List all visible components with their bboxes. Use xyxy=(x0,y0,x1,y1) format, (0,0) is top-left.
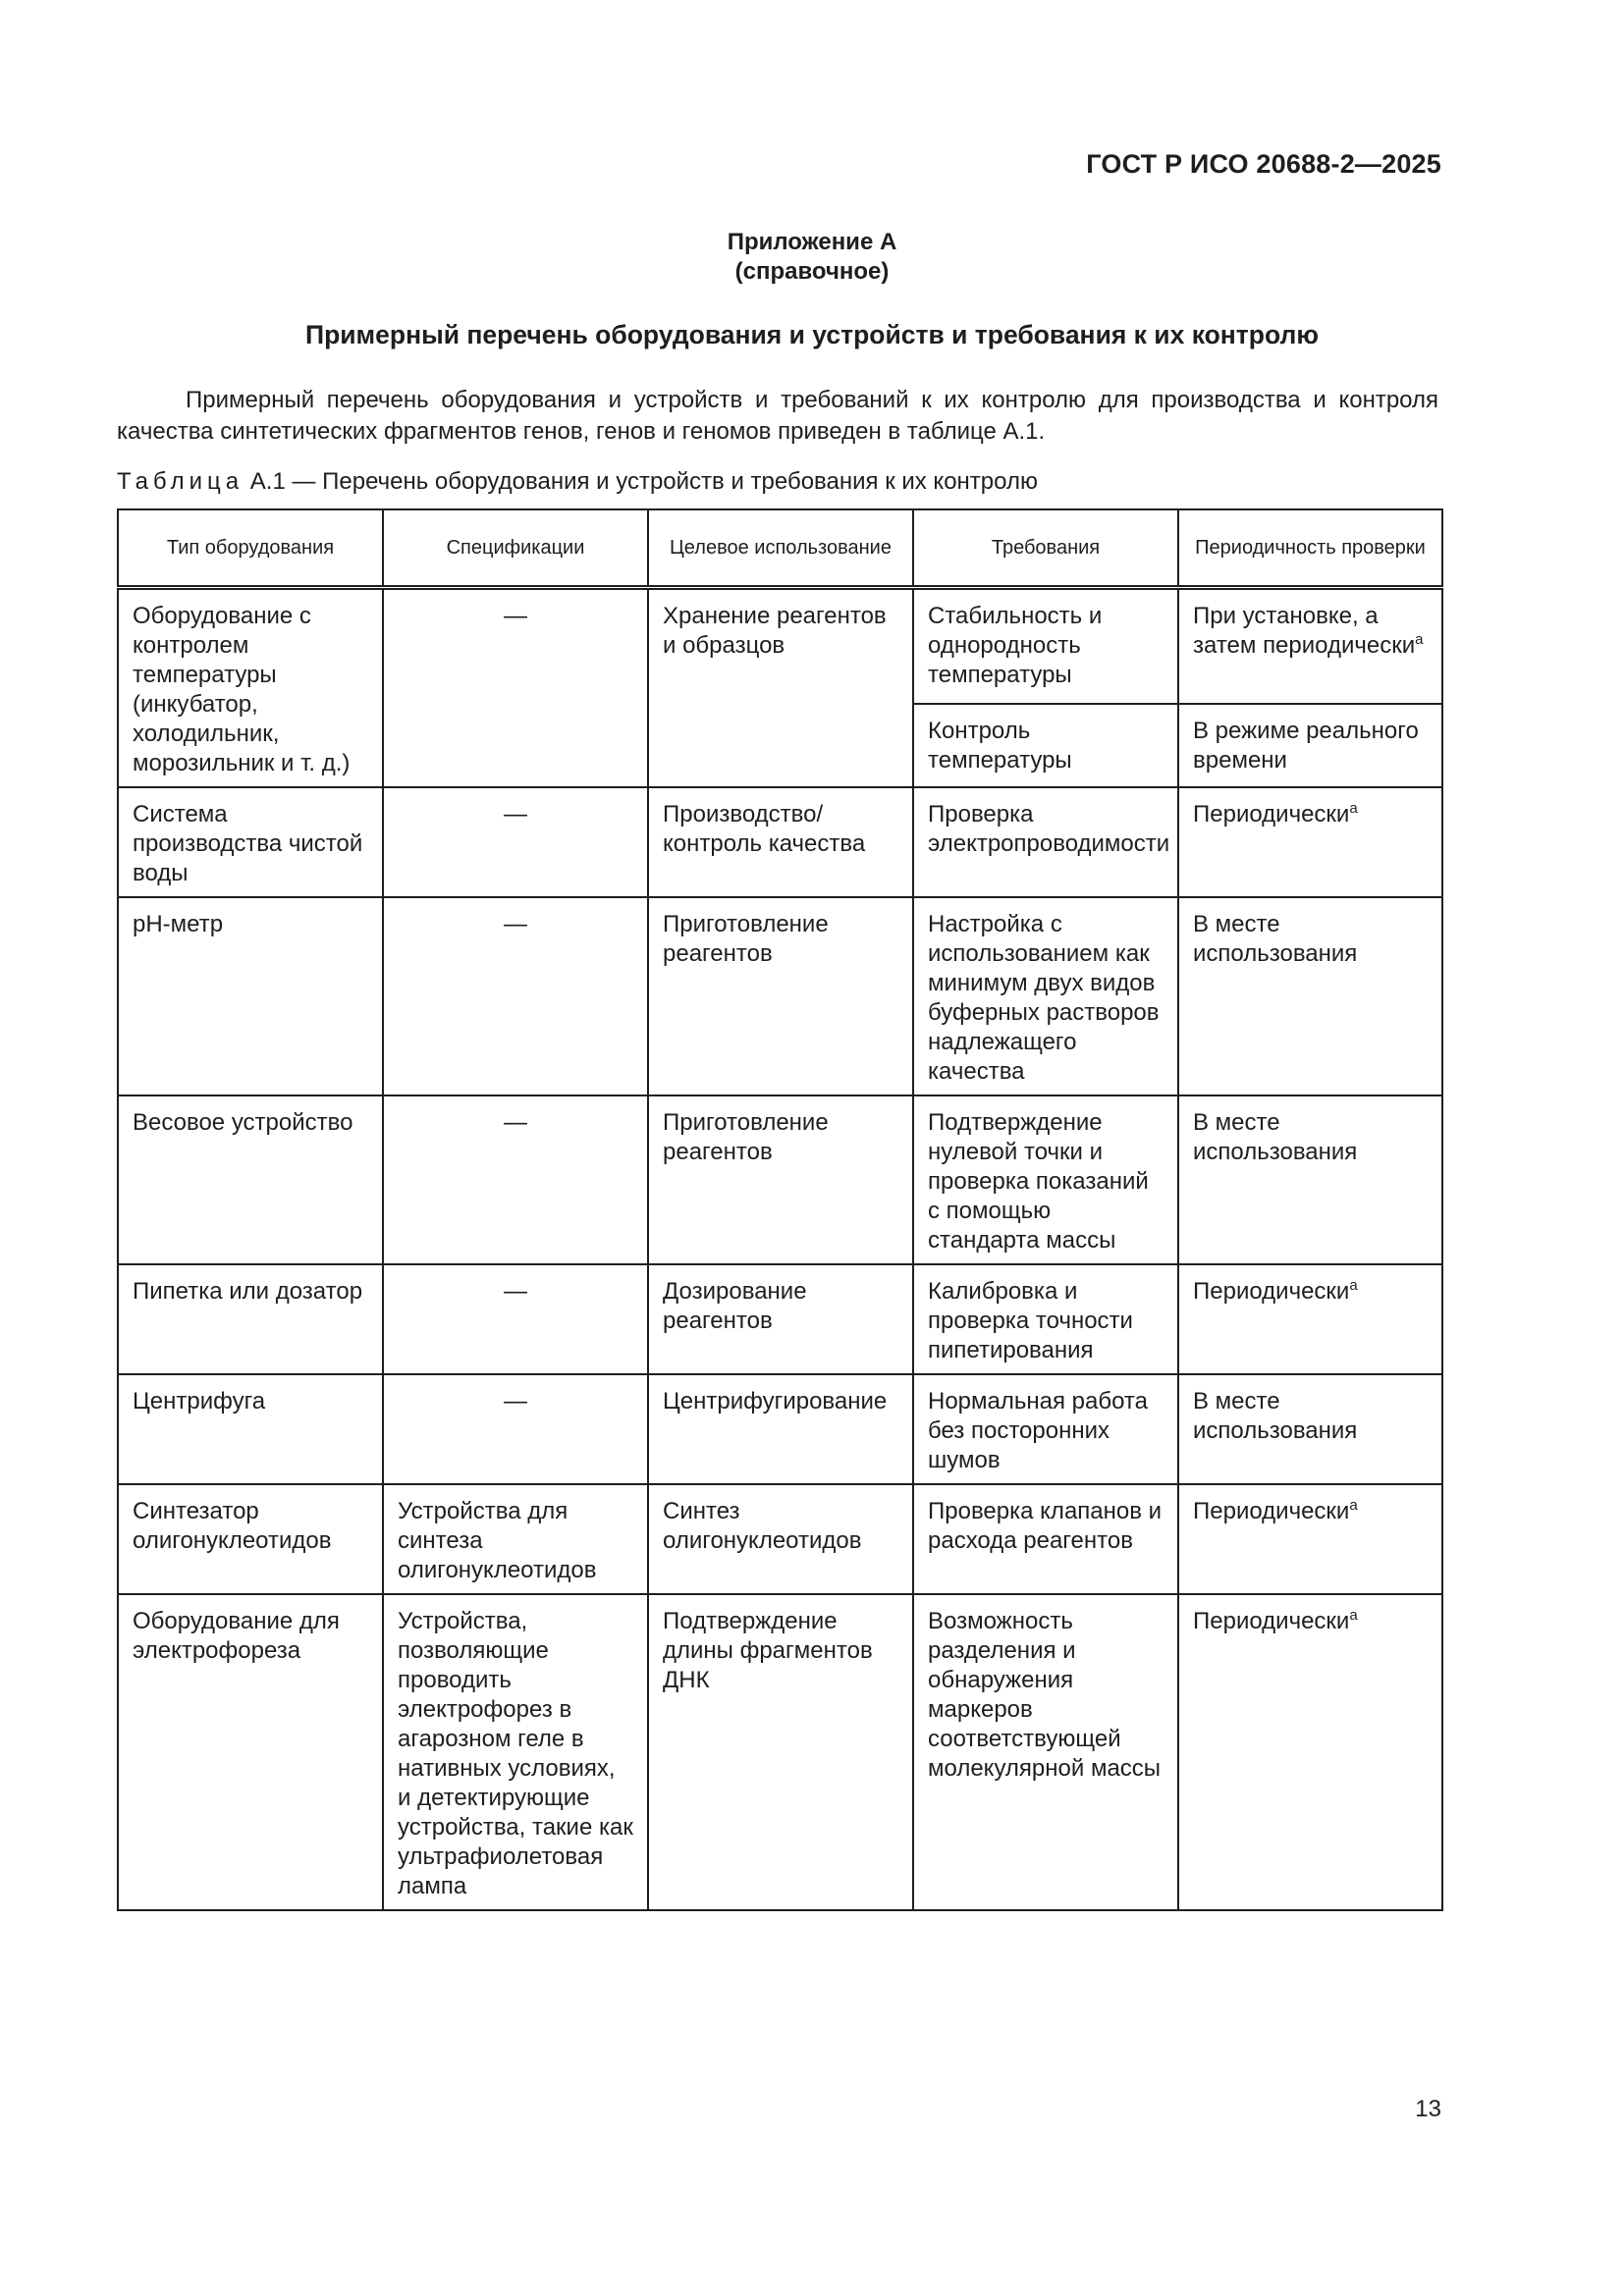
cell-spec: — xyxy=(383,1095,648,1264)
cell-use: Приготовление реагентов xyxy=(648,897,913,1095)
cell-type: Оборудование для электрофореза xyxy=(118,1594,383,1910)
cell-spec: — xyxy=(383,787,648,897)
cell-type: Система производства чистой воды xyxy=(118,787,383,897)
cell-period xyxy=(1178,1594,1442,1910)
period-text: Периодически xyxy=(1193,1498,1350,1524)
equipment-table xyxy=(117,508,1443,1911)
cell-period xyxy=(1178,787,1442,897)
cell-type: Центрифуга xyxy=(118,1374,383,1484)
period-text: Периодически xyxy=(1193,1278,1350,1305)
annex-title: Приложение А xyxy=(727,229,897,255)
table-caption-text: А.1 — Перечень оборудования и устройств и требования к их контролю xyxy=(249,468,1038,495)
table-row xyxy=(118,787,1442,897)
intro-paragraph xyxy=(117,385,1438,448)
table-row xyxy=(118,1264,1442,1374)
table-caption-label: Таблица xyxy=(117,468,244,495)
cell-use: Дозирование реагентов xyxy=(648,1264,913,1374)
cell-use: Хранение реагентов и образцов xyxy=(648,588,913,788)
cell-period: В месте использования xyxy=(1178,1095,1442,1264)
page-number: 13 xyxy=(1415,2096,1441,2122)
cell-spec: — xyxy=(383,1374,648,1484)
column-header: Периодичность проверки xyxy=(1178,509,1442,588)
annex-header xyxy=(0,228,1624,287)
cell-requirement: Стабильность и однородность температуры xyxy=(913,588,1178,704)
cell-type: Весовое устройство xyxy=(118,1095,383,1264)
annex-type: (справочное) xyxy=(734,258,890,285)
cell-use: Подтверждение длины фрагментов ДНК xyxy=(648,1594,913,1910)
column-header: Спецификации xyxy=(383,509,648,588)
cell-spec: — xyxy=(383,1264,648,1374)
cell-period: В месте использования xyxy=(1178,897,1442,1095)
footnote-mark: a xyxy=(1349,1277,1358,1294)
cell-type: Оборудование с контролем температуры (инкубатор, холодильник, морозильник и т. д.) xyxy=(118,588,383,788)
cell-type: Синтезатор олигонуклеотидов xyxy=(118,1484,383,1594)
period-text: При установке, а затем периодически xyxy=(1193,603,1416,659)
cell-requirement: Нормальная работа без посторонних шумов xyxy=(913,1374,1178,1484)
period-text: Периодически xyxy=(1193,801,1350,828)
column-header: Требования xyxy=(913,509,1178,588)
table-row xyxy=(118,1484,1442,1594)
cell-period xyxy=(1178,1484,1442,1594)
column-header: Целевое использование xyxy=(648,509,913,588)
cell-use: Приготовление реагентов xyxy=(648,1095,913,1264)
cell-requirement: Калибровка и проверка точности пипетирования xyxy=(913,1264,1178,1374)
table-row xyxy=(118,1374,1442,1484)
cell-requirement: Возможность разделения и обнаружения маркеров соответствующей молекулярной массы xyxy=(913,1594,1178,1910)
cell-period: В месте использования xyxy=(1178,1374,1442,1484)
column-header: Тип оборудования xyxy=(118,509,383,588)
cell-period xyxy=(1178,588,1442,704)
table-row xyxy=(118,1594,1442,1910)
cell-spec: Устройства для синтеза олигонуклеотидов xyxy=(383,1484,648,1594)
cell-period xyxy=(1178,1264,1442,1374)
footnote-mark: a xyxy=(1349,1497,1358,1514)
cell-requirement: Проверка клапанов и расхода реагентов xyxy=(913,1484,1178,1594)
cell-spec: — xyxy=(383,897,648,1095)
footnote-mark: a xyxy=(1415,631,1424,648)
footnote-mark: a xyxy=(1349,800,1358,817)
cell-requirement: Настройка с использованием как минимум двух видов буферных растворов надлежащего качества xyxy=(913,897,1178,1095)
cell-type: Пипетка или дозатор xyxy=(118,1264,383,1374)
cell-use: Синтез олигонуклеотидов xyxy=(648,1484,913,1594)
cell-spec: Устройства, позволяющие проводить электрофорез в агарозном геле в нативных условиях, и детектирующие устройства, такие как ультрафиолетовая лампа xyxy=(383,1594,648,1910)
cell-requirement: Подтверждение нулевой точки и проверка показаний с помощью стандарта массы xyxy=(913,1095,1178,1264)
cell-period: В режиме реального времени xyxy=(1178,704,1442,787)
cell-use: Центрифугирование xyxy=(648,1374,913,1484)
cell-use: Производство/ контроль качества xyxy=(648,787,913,897)
period-text: Периодически xyxy=(1193,1608,1350,1634)
table-row xyxy=(118,588,1442,704)
intro-line-1: Примерный перечень оборудования и устройств и требований к их контролю для производства и контроля xyxy=(186,387,1438,413)
section-heading: Примерный перечень оборудования и устройств и требования к их контролю xyxy=(305,320,1319,349)
table-header-row xyxy=(118,509,1442,588)
cell-requirement: Проверка электропроводимости xyxy=(913,787,1178,897)
intro-line-2: качества синтетических фрагментов генов, генов и геномов приведен в таблице А.1. xyxy=(117,418,1046,445)
table-caption xyxy=(117,468,1038,496)
cell-requirement: Контроль температуры xyxy=(913,704,1178,787)
table-row xyxy=(118,897,1442,1095)
cell-spec: — xyxy=(383,588,648,788)
cell-type: pH-метр xyxy=(118,897,383,1095)
document-code: ГОСТ Р ИСО 20688-2—2025 xyxy=(1086,149,1441,179)
footnote-mark: a xyxy=(1349,1607,1358,1624)
table-row xyxy=(118,1095,1442,1264)
